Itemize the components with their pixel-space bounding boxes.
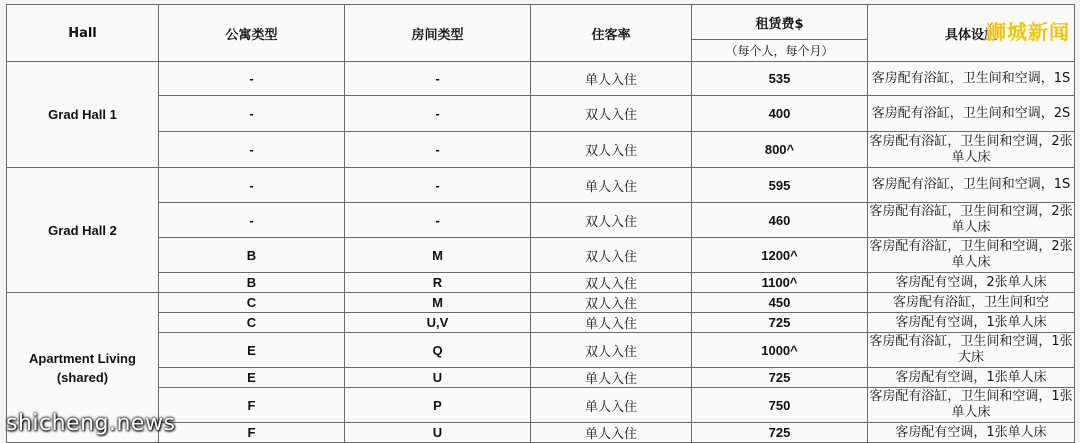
watermark-top-right: 狮城新闻	[986, 20, 1070, 44]
header-rent: 租赁费$	[692, 5, 868, 40]
rent-table	[6, 4, 1075, 443]
room-type-cell: U,V	[345, 313, 531, 333]
room-type-cell: Q	[345, 333, 531, 368]
features-cell: 客房配有浴缸，卫生间和空	[868, 293, 1075, 313]
occupancy-cell: 双人入住	[531, 132, 692, 168]
room-type-cell: -	[345, 203, 531, 238]
features-cell: 客房配有空调，1张单人床	[868, 368, 1075, 388]
header-room-type: 房间类型	[345, 5, 531, 62]
features-cell: 客房配有浴缸，卫生间和空调，2张单人床	[868, 203, 1075, 238]
features-cell: 客房配有浴缸，卫生间和空调，2S	[868, 96, 1075, 132]
occupancy-cell: 单人入住	[531, 388, 692, 423]
room-type-cell: M	[345, 238, 531, 273]
features-cell: 客房配有浴缸，卫生间和空调，2张单人床	[868, 238, 1075, 273]
features-cell: 客房配有浴缸，卫生间和空调，1S	[868, 62, 1075, 96]
hall-name: Grad Hall 1	[7, 62, 159, 168]
features-cell: 客房配有空调，2张单人床	[868, 273, 1075, 293]
rent-cell: 750	[692, 388, 868, 423]
occupancy-cell: 双人入住	[531, 293, 692, 313]
occupancy-cell: 双人入住	[531, 203, 692, 238]
room-type-cell: U	[345, 423, 531, 443]
hall-name: Apartment Living (shared)	[7, 293, 159, 443]
room-type-cell: R	[345, 273, 531, 293]
header-rent-subtitle: （每个人，每个月）	[692, 40, 868, 62]
room-type-cell: P	[345, 388, 531, 423]
apartment-type-cell: -	[159, 62, 345, 96]
features-cell: 客房配有浴缸，卫生间和空调，1张单人床	[868, 388, 1075, 423]
room-type-cell: -	[345, 96, 531, 132]
header-occupancy: 住客率	[531, 5, 692, 62]
hall-name: Grad Hall 2	[7, 168, 159, 293]
features-cell: 客房配有浴缸，卫生间和空调，2张单人床	[868, 132, 1075, 168]
occupancy-cell: 单人入住	[531, 423, 692, 443]
apartment-type-cell: E	[159, 333, 345, 368]
header-apartment-type: 公寓类型	[159, 5, 345, 62]
apartment-type-cell: C	[159, 293, 345, 313]
apartment-type-cell: -	[159, 203, 345, 238]
rent-table-container	[6, 4, 1074, 443]
rent-cell: 725	[692, 368, 868, 388]
apartment-type-cell: E	[159, 368, 345, 388]
rent-cell: 725	[692, 423, 868, 443]
occupancy-cell: 双人入住	[531, 273, 692, 293]
apartment-type-cell: F	[159, 423, 345, 443]
room-type-cell: -	[345, 132, 531, 168]
rent-cell: 400	[692, 96, 868, 132]
apartment-type-cell: B	[159, 273, 345, 293]
room-type-cell: -	[345, 62, 531, 96]
occupancy-cell: 单人入住	[531, 368, 692, 388]
rent-cell: 535	[692, 62, 868, 96]
room-type-cell: -	[345, 168, 531, 203]
rent-cell: 595	[692, 168, 868, 203]
room-type-cell: M	[345, 293, 531, 313]
header-hall: Hall	[7, 5, 159, 62]
room-type-cell: U	[345, 368, 531, 388]
apartment-type-cell: C	[159, 313, 345, 333]
features-cell: 客房配有浴缸，卫生间和空调，1S	[868, 168, 1075, 203]
watermark-bottom-left: shicheng.news	[6, 411, 176, 436]
header-features: 具体设施	[868, 5, 1075, 62]
rent-cell: 1200^	[692, 238, 868, 273]
occupancy-cell: 双人入住	[531, 333, 692, 368]
occupancy-cell: 单人入住	[531, 313, 692, 333]
features-cell: 客房配有空调，1张单人床	[868, 313, 1075, 333]
occupancy-cell: 双人入住	[531, 238, 692, 273]
occupancy-cell: 双人入住	[531, 96, 692, 132]
features-cell: 客房配有空调，1张单人床	[868, 423, 1075, 443]
apartment-type-cell: B	[159, 238, 345, 273]
features-cell: 客房配有浴缸，卫生间和空调，1张大床	[868, 333, 1075, 368]
rent-cell: 725	[692, 313, 868, 333]
rent-cell: 450	[692, 293, 868, 313]
rent-cell: 460	[692, 203, 868, 238]
rent-cell: 800^	[692, 132, 868, 168]
rent-cell: 1100^	[692, 273, 868, 293]
apartment-type-cell: -	[159, 168, 345, 203]
apartment-type-cell: F	[159, 388, 345, 423]
apartment-type-cell: -	[159, 132, 345, 168]
apartment-type-cell: -	[159, 96, 345, 132]
rent-cell: 1000^	[692, 333, 868, 368]
occupancy-cell: 单人入住	[531, 168, 692, 203]
occupancy-cell: 单人入住	[531, 62, 692, 96]
